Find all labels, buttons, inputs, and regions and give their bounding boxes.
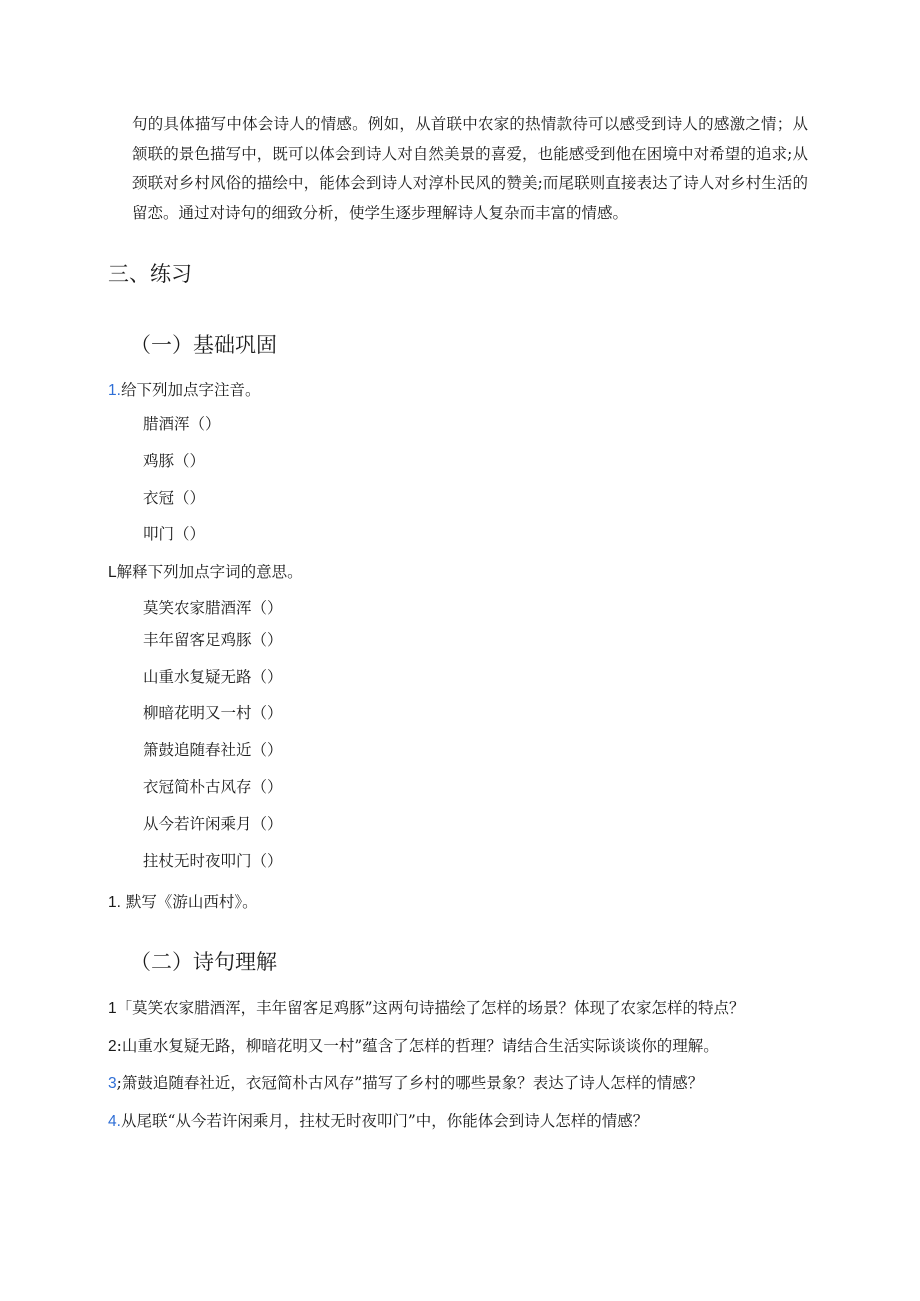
question-number: 1. xyxy=(108,382,121,399)
list-item: 衣冠简朴古风存（） xyxy=(143,778,283,796)
list-item: 柳暗花明又一村（） xyxy=(143,704,283,722)
comprehension-question-4 xyxy=(108,1110,648,1133)
intro-paragraph: 句的具体描写中体会诗人的情感。例如，从首联中农家的热情款待可以感受到诗人的感激之情；从颔联的景色描写中，既可以体会到诗人对自然美景的喜爱，也能感受到他在困境中对希望的追求;从颈联对乡村风俗的描绘中，能体会到诗人对淳朴民风的赞美;而尾联则直接表达了诗人对乡村生活的留恋。通过对诗句的细致分析，使学生逐步理解诗人复杂而丰富的情感。 xyxy=(132,115,808,222)
question-1 xyxy=(108,379,260,402)
question-text: 默写《游山西村》。 xyxy=(125,893,258,911)
question-number: L xyxy=(108,564,117,581)
question-number: 1 xyxy=(108,1000,117,1017)
question-3 xyxy=(108,891,258,914)
list-item: 莫笑农家腊酒浑（） xyxy=(143,599,283,617)
question-number: 3 xyxy=(108,1075,117,1092)
question-text: 「莫笑农家腊酒浑，丰年留客足鸡豚”这两句诗描绘了怎样的场景？体现了农家怎样的特点？ xyxy=(116,999,745,1017)
list-item: 山重水复疑无路（） xyxy=(143,668,283,686)
list-item: 箫鼓追随春社近（） xyxy=(143,741,283,759)
list-item: 衣冠（） xyxy=(143,489,206,507)
question-number: 2 xyxy=(108,1038,117,1055)
list-item: 丰年留客足鸡豚（） xyxy=(143,631,283,649)
list-item: 鸡豚（） xyxy=(143,452,206,470)
question-text: 解释下列加点字词的意思。 xyxy=(116,563,303,581)
list-item: 叩门（） xyxy=(143,525,206,543)
question-number: 4. xyxy=(108,1113,121,1130)
question-2 xyxy=(108,561,303,584)
comprehension-question-1 xyxy=(108,997,745,1020)
question-number: 1. xyxy=(108,894,121,911)
comprehension-question-3 xyxy=(108,1072,703,1095)
question-text: ;箫鼓追随春社近，衣冠简朴古风存”描写了乡村的哪些景象？表达了诗人怎样的情感？ xyxy=(116,1074,704,1092)
list-item: 腊酒浑（） xyxy=(143,415,221,433)
section-title: 三、练习 xyxy=(108,262,192,286)
question-text: 从尾联“从今若许闲乘月，拄杖无时夜叩门”中，你能体会到诗人怎样的情感？ xyxy=(120,1112,649,1130)
question-text: 给下列加点字注音。 xyxy=(120,381,261,399)
list-item: 拄杖无时夜叩门（） xyxy=(143,852,283,870)
question-text: :山重水复疑无路，柳暗花明又一村”蕴含了怎样的哲理？请结合生活实际谈谈你的理解。 xyxy=(116,1037,719,1055)
comprehension-question-2 xyxy=(108,1035,719,1058)
part2-title: （二）诗句理解 xyxy=(130,950,277,974)
part1-title: （一）基础巩固 xyxy=(130,333,277,357)
list-item: 从今若许闲乘月（） xyxy=(143,815,283,833)
